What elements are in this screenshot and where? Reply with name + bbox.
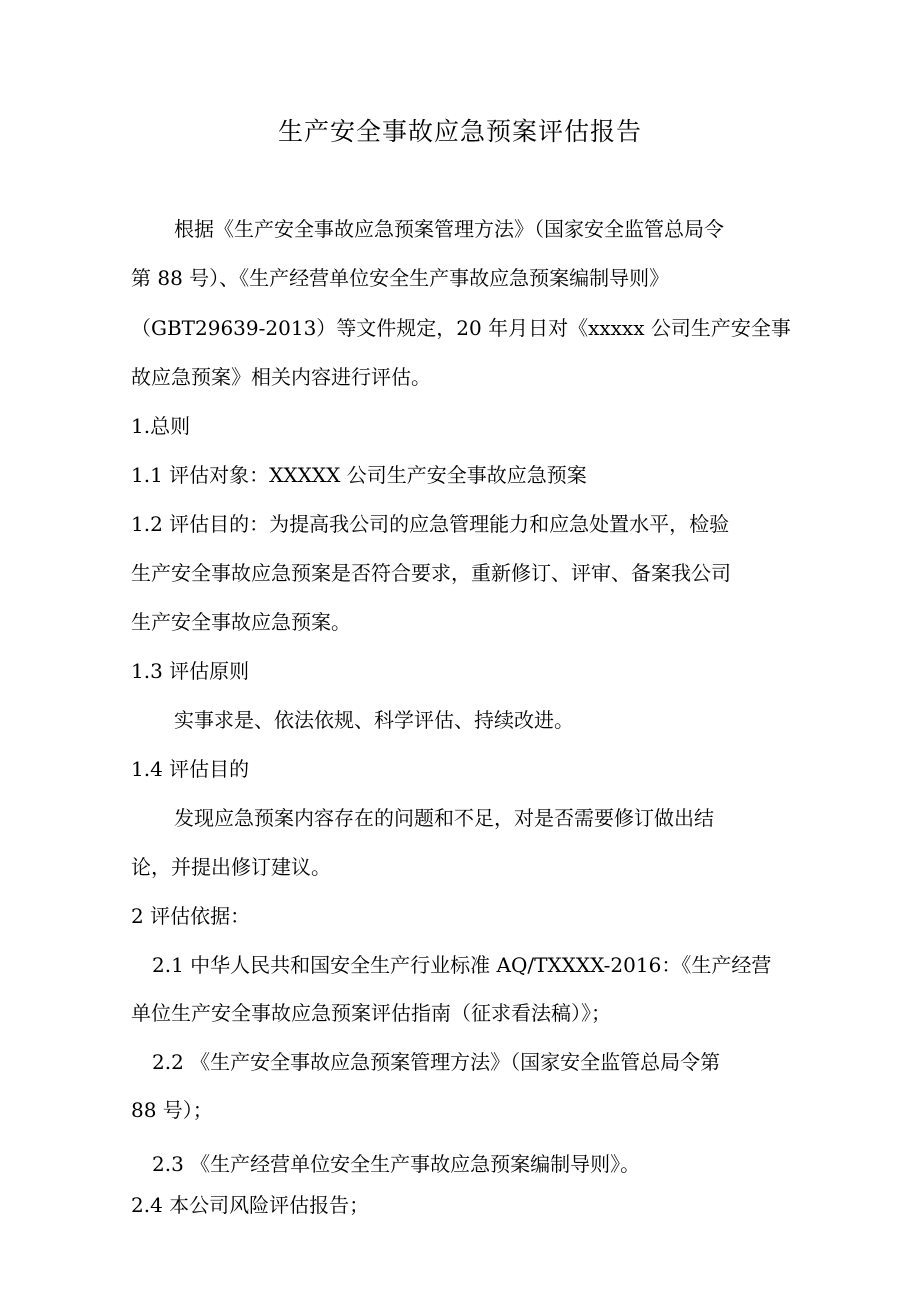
intro-line-4: 故应急预案》相关内容进行评估。 (131, 365, 431, 389)
section-2-3: 2.3 《生产经营单位安全生产事故应急预案编制导则》。 (152, 1152, 641, 1176)
intro-line-3: （GBT29639-2013）等文件规定，20 年月日对《xxxxx 公司生产安全事 (131, 316, 791, 340)
section-1-2-line-1: 1.2 评估目的：为提高我公司的应急管理能力和应急处置水平，检验 (131, 512, 730, 536)
section-1-4-text-line-1: 发现应急预案内容存在的问题和不足，对是否需要修订做出结 (174, 806, 714, 830)
section-1-3-text: 实事求是、依法依规、科学评估、持续改进。 (174, 708, 574, 732)
intro-line-2: 第 88 号）、《生产经营单位安全生产事故应急预案编制导则》 (131, 266, 670, 290)
section-1-2-line-3: 生产安全事故应急预案。 (131, 610, 351, 634)
section-2-4: 2.4 本公司风险评估报告； (131, 1193, 370, 1217)
section-1-4-heading: 1.4 评估目的 (131, 757, 250, 781)
section-1-2-line-2: 生产安全事故应急预案是否符合要求，重新修订、评审、备案我公司 (131, 561, 731, 585)
section-2-2-line-2: 88 号）； (131, 1098, 213, 1122)
section-2-1-line-1: 2.1 中华人民共和国安全生产行业标准 AQ/TXXXX-2016：《生产经营 (152, 953, 772, 977)
section-2-heading: 2 评估依据： (131, 904, 251, 928)
section-1-4-text-line-2: 论，并提出修订建议。 (131, 855, 331, 879)
document-title: 生产安全事故应急预案评估报告 (277, 117, 642, 146)
section-1-3-heading: 1.3 评估原则 (131, 659, 250, 683)
section-2-2-line-1: 2.2 《生产安全事故应急预案管理方法》（国家安全监管总局令第 (152, 1050, 721, 1074)
section-1-heading: 1.总则 (131, 414, 191, 438)
section-1-1: 1.1 评估对象：XXXXX 公司生产安全事故应急预案 (131, 463, 587, 487)
intro-line-1: 根据《生产安全事故应急预案管理方法》（国家安全监管总局令 (174, 217, 724, 241)
section-2-1-line-2: 单位生产安全事故应急预案评估指南（征求看法稿）》； (131, 1001, 611, 1025)
